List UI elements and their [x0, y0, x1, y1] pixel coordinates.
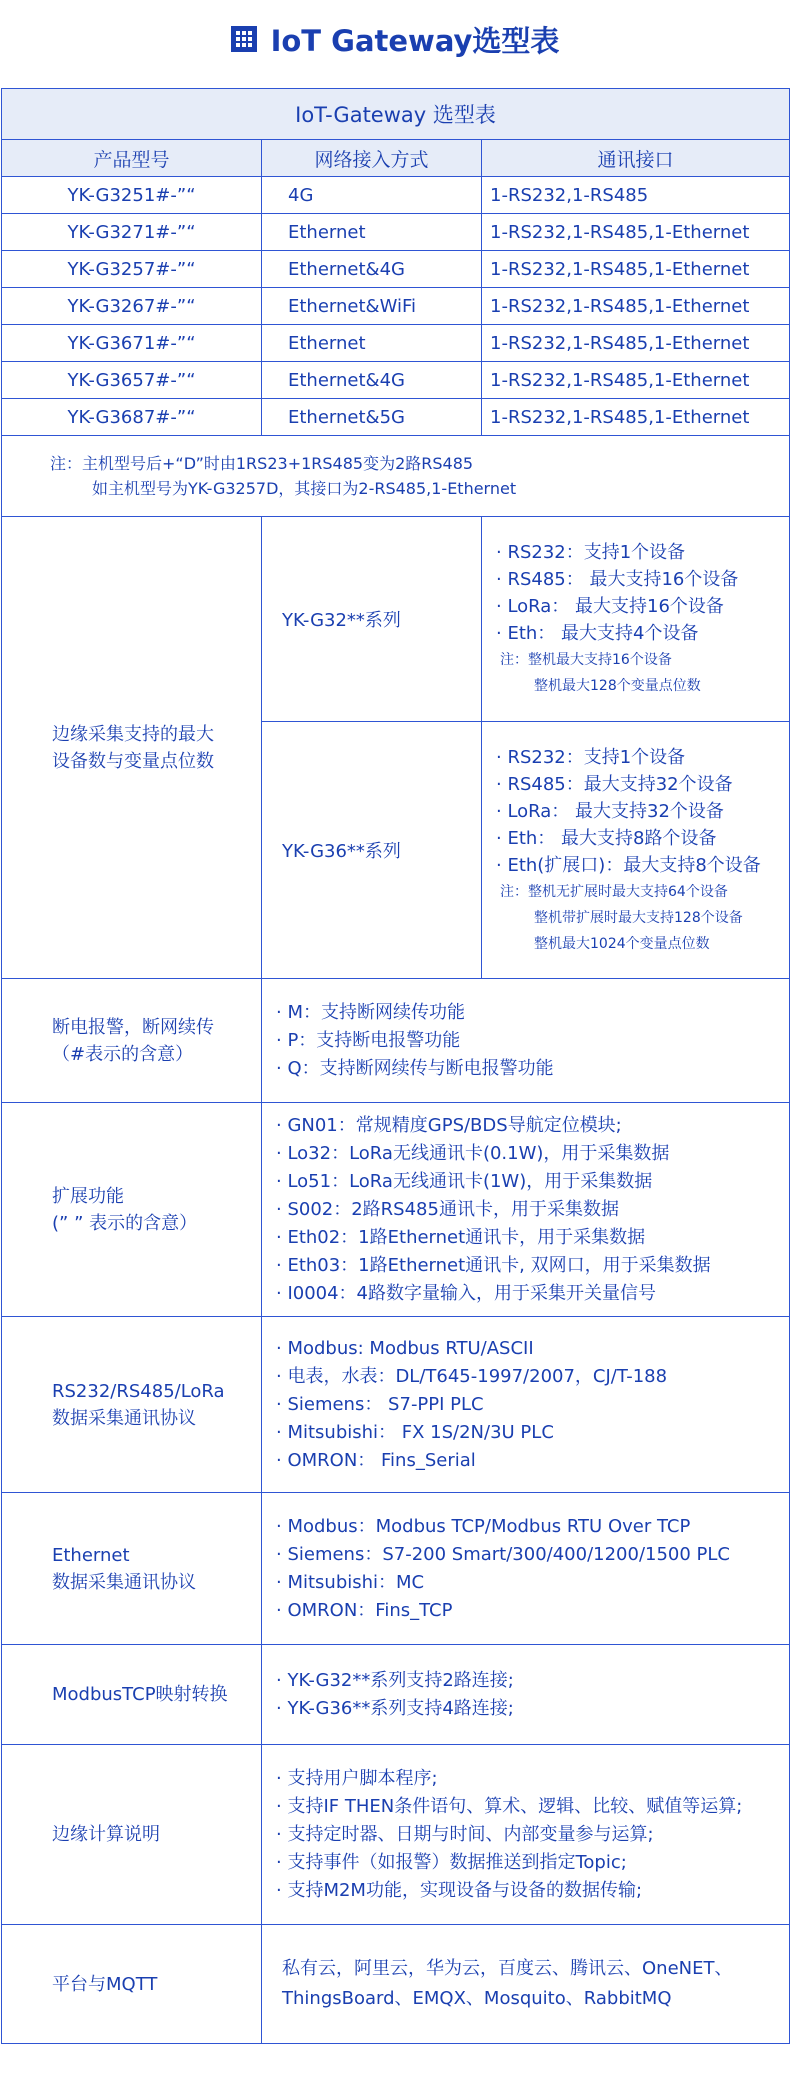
model-note: [2, 436, 790, 517]
edge-capacity-label: [2, 517, 262, 979]
label-line: 数据采集通讯协议: [52, 1407, 196, 1429]
list-item: · OMRON：Fins_TCP: [276, 1599, 453, 1621]
label-line: RS232/RS485/LoRa: [52, 1380, 225, 1402]
capacity-note: 注：整机无扩展时最大支持64个设备: [500, 883, 728, 900]
interface-cell: 1-RS232,1-RS485: [482, 177, 790, 214]
table-row: [2, 362, 790, 399]
capacity-note: 整机最大128个变量点位数: [534, 678, 701, 694]
alarm-options: [262, 979, 790, 1103]
list-item: · Modbus: Modbus RTU/ASCII: [276, 1337, 534, 1359]
interface-cell: 1-RS232,1-RS485,1-Ethernet: [482, 362, 790, 399]
capacity-note: 整机带扩展时最大支持128个设备: [534, 909, 743, 926]
list-item: · RS485：最大支持32个设备: [496, 773, 733, 795]
list-item: · P：支持断电报警功能: [276, 1029, 461, 1051]
edge-computing-list: [262, 1745, 790, 1925]
interface-cell: 1-RS232,1-RS485,1-Ethernet: [482, 399, 790, 436]
list-item: · RS232：支持1个设备: [496, 746, 686, 768]
series-g36: YK-G36**系列: [262, 722, 482, 979]
list-item: 私有云，阿里云，华为云，百度云、腾讯云、OneNET、: [282, 1958, 733, 1979]
list-item: · Eth03：1路Ethernet通讯卡, 双网口，用于采集数据: [276, 1254, 711, 1276]
label-line: 平台与MQTT: [52, 1973, 158, 1995]
note-line: 注：主机型号后+“D”时由1RS23+1RS485变为2路RS485: [50, 454, 474, 473]
g36-capacity-list: [482, 722, 790, 979]
list-item: · RS232：支持1个设备: [496, 542, 686, 563]
table-title: IoT-Gateway 选型表: [2, 89, 790, 140]
header-network: 网络接入方式: [262, 140, 482, 177]
network-cell: Ethernet: [262, 214, 482, 251]
list-item: · Lo32：LoRa无线通讯卡(0.1W)，用于采集数据: [276, 1142, 670, 1164]
label-line: 边缘采集支持的最大: [52, 723, 214, 745]
list-item: · YK-G36**系列支持4路连接;: [276, 1697, 514, 1719]
list-item: · Eth(扩展口)：最大支持8个设备: [496, 854, 761, 876]
edge-computing-label: [2, 1745, 262, 1925]
model-cell: YK-G3687#-”“: [2, 399, 262, 436]
platform-list: [262, 1925, 790, 2044]
list-item: · LoRa： 最大支持32个设备: [496, 800, 724, 822]
network-cell: 4G: [262, 177, 482, 214]
list-item: · Siemens：S7-200 Smart/300/400/1200/1500 PLC: [276, 1543, 730, 1565]
model-cell: YK-G3257#-”“: [2, 251, 262, 288]
interface-cell: 1-RS232,1-RS485,1-Ethernet: [482, 251, 790, 288]
list-item: · 支持定时器、日期与时间、内部变量参与运算;: [276, 1823, 654, 1845]
network-cell: Ethernet&4G: [262, 251, 482, 288]
label-line: (” ” 表示的含意）: [52, 1212, 198, 1234]
modbus-mapping-list: [262, 1645, 790, 1745]
list-item: · RS485： 最大支持16个设备: [496, 569, 739, 590]
list-item: · I0004：4路数字量输入，用于采集开关量信号: [276, 1282, 657, 1304]
interface-cell: 1-RS232,1-RS485,1-Ethernet: [482, 325, 790, 362]
ethernet-protocol-label: [2, 1493, 262, 1645]
platform-label: [2, 1925, 262, 2044]
list-item: · S002：2路RS485通讯卡，用于采集数据: [276, 1198, 619, 1220]
list-item: · 支持用户脚本程序;: [276, 1767, 438, 1789]
table-row: [2, 251, 790, 288]
model-cell: YK-G3271#-”“: [2, 214, 262, 251]
extension-options: [262, 1103, 790, 1317]
list-item: ThingsBoard、EMQX、Mosquito、RabbitMQ: [282, 1988, 672, 2009]
modbus-mapping-label: [2, 1645, 262, 1745]
list-item: · Q：支持断网续传与断电报警功能: [276, 1057, 554, 1079]
alarm-label: [2, 979, 262, 1103]
list-item: · GN01：常规精度GPS/BDS导航定位模块;: [276, 1114, 622, 1136]
label-line: Ethernet: [52, 1544, 130, 1566]
list-item: · M：支持断网续传功能: [276, 1001, 465, 1023]
network-cell: Ethernet&4G: [262, 362, 482, 399]
serial-protocol-list: [262, 1317, 790, 1493]
list-item: · 支持M2M功能，实现设备与设备的数据传输;: [276, 1879, 643, 1901]
list-item: · Eth： 最大支持8路个设备: [496, 827, 717, 849]
list-item: · Lo51：LoRa无线通讯卡(1W)，用于采集数据: [276, 1170, 653, 1192]
list-item: · Eth： 最大支持4个设备: [496, 623, 699, 644]
label-line: 数据采集通讯协议: [52, 1571, 196, 1593]
list-item: · Mitsubishi：MC: [276, 1571, 425, 1593]
model-cell: YK-G3671#-”“: [2, 325, 262, 362]
table-row: [2, 177, 790, 214]
network-cell: Ethernet: [262, 325, 482, 362]
table-row: [2, 288, 790, 325]
list-item: · 支持IF THEN条件语句、算术、逻辑、比较、赋值等运算;: [276, 1795, 743, 1817]
label-line: ModbusTCP映射转换: [52, 1684, 228, 1705]
table-row: [2, 399, 790, 436]
series-g32: YK-G32**系列: [262, 517, 482, 722]
page-title-text: IoT Gateway选型表: [270, 23, 560, 58]
capacity-note: 整机最大1024个变量点位数: [534, 935, 710, 952]
label-line: （#表示的含意）: [52, 1043, 194, 1065]
interface-cell: 1-RS232,1-RS485,1-Ethernet: [482, 214, 790, 251]
table-row: [2, 325, 790, 362]
list-item: · OMRON： Fins_Serial: [276, 1449, 476, 1471]
header-model: 产品型号: [2, 140, 262, 177]
network-cell: Ethernet&WiFi: [262, 288, 482, 325]
capacity-note: 注：整机最大支持16个设备: [500, 652, 672, 668]
list-item: · 支持事件（如报警）数据推送到指定Topic;: [276, 1851, 627, 1873]
list-item: · Modbus：Modbus TCP/Modbus RTU Over TCP: [276, 1515, 691, 1537]
list-item: · LoRa： 最大支持16个设备: [496, 596, 724, 617]
serial-protocol-label: [2, 1317, 262, 1493]
label-line: 扩展功能: [52, 1185, 124, 1207]
interface-cell: 1-RS232,1-RS485,1-Ethernet: [482, 288, 790, 325]
table-grid-icon: [231, 26, 257, 52]
header-interface: 通讯接口: [482, 140, 790, 177]
list-item: · Mitsubishi： FX 1S/2N/3U PLC: [276, 1421, 554, 1443]
list-item: · YK-G32**系列支持2路连接;: [276, 1669, 514, 1691]
note-line: 如主机型号为YK-G3257D，其接口为2-RS485,1-Ethernet: [92, 479, 517, 498]
list-item: · Eth02：1路Ethernet通讯卡，用于采集数据: [276, 1226, 646, 1248]
list-item: · 电表，水表：DL/T645-1997/2007，CJ/T-188: [276, 1365, 668, 1387]
label-line: 断电报警，断网续传: [52, 1016, 214, 1038]
extension-label: [2, 1103, 262, 1317]
model-cell: YK-G3267#-”“: [2, 288, 262, 325]
ethernet-protocol-list: [262, 1493, 790, 1645]
g32-capacity-list: [482, 517, 790, 722]
label-line: 设备数与变量点位数: [52, 750, 214, 772]
label-line: 边缘计算说明: [52, 1824, 160, 1845]
network-cell: Ethernet&5G: [262, 399, 482, 436]
table-row: [2, 214, 790, 251]
model-cell: YK-G3251#-”“: [2, 177, 262, 214]
list-item: · Siemens： S7-PPI PLC: [276, 1393, 484, 1415]
page-title: [0, 0, 790, 78]
model-cell: YK-G3657#-”“: [2, 362, 262, 399]
selection-table: [1, 88, 790, 2044]
